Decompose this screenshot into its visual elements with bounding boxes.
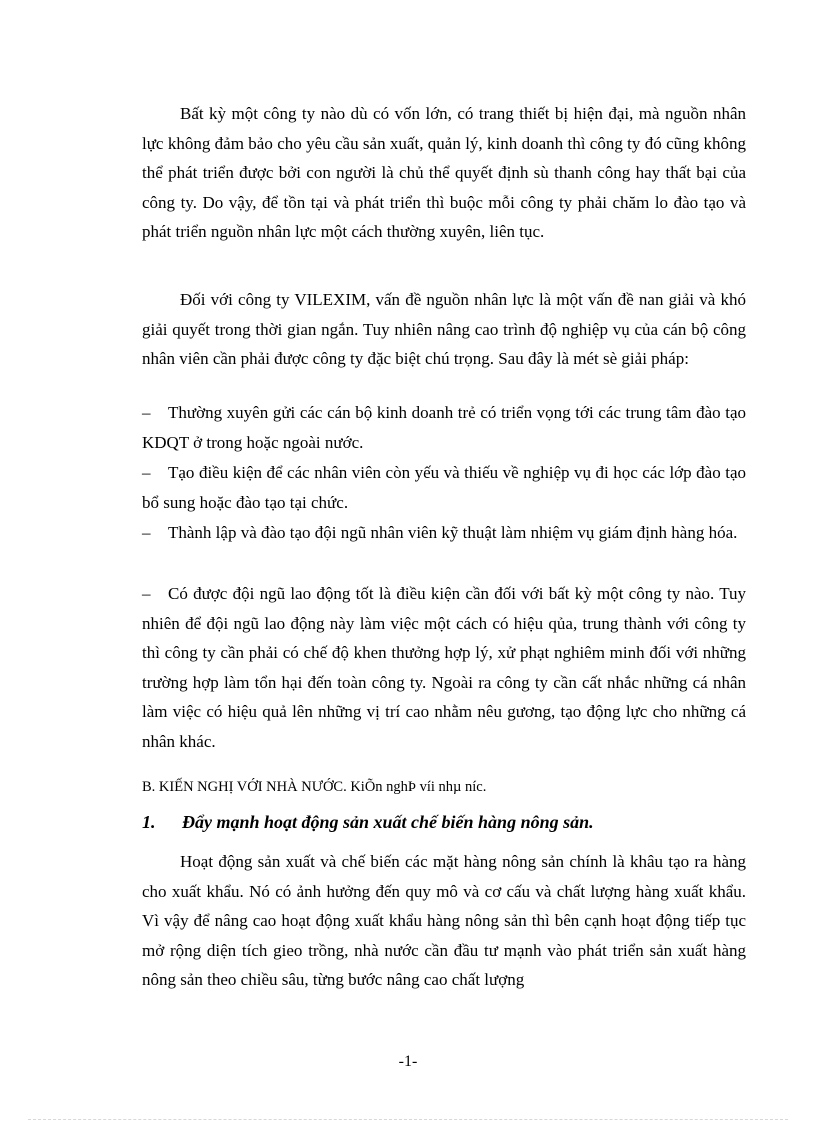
bullet-dash: – xyxy=(142,584,151,603)
paragraph-vilexim: Đối với công ty VILEXIM, vấn đề nguồn nhân lực là một vấn đề nan giải và khó giải quyết trong thời gian ngắn. Tuy nhiên nâng cao trình độ nghiệp vụ của cán bộ công nhân viên cần phải được công ty đặc biệt chú trọng. Sau đây là mét sè giải pháp: xyxy=(142,290,746,369)
section-1-number: 1. xyxy=(142,812,156,832)
page-number: -1- xyxy=(398,1053,418,1070)
section-b-heading: B. KIẾN NGHỊ VỚI NHÀ NƯỚC. KiÕn nghÞ víi nhµ níc. xyxy=(142,779,487,795)
bullet-text: Tạo điều kiện để các nhân viên còn yếu và thiếu về nghiệp vụ đi học các lớp đào tạo bổ sung hoặc đào tạo tại chức. xyxy=(142,463,746,512)
bullet-item-1 xyxy=(142,398,746,457)
bullet-text: Thường xuyên gửi các cán bộ kinh doanh trẻ có triển vọng tới các trung tâm đào tạo KDQT ở trong hoặc ngoài nước. xyxy=(142,403,746,452)
bullet-item-4 xyxy=(142,579,746,757)
bullet-dash: – xyxy=(142,403,151,422)
bullet-text: Có được đội ngũ lao động tốt là điều kiện cần đối với bất kỳ một công ty nào. Tuy nhiên để đội ngũ lao động này làm việc một cách có hiệu qủa, trung thành với công ty thì công ty cần phải có chế độ khen thưởng hợp lý, xử phạt nghiêm minh đối với những trường hợp làm tổn hại đến toàn công ty. Ngoài ra công ty cần cất nhắc những cá nhân làm việc có hiệu quả lên những vị trí cao nhằm nêu gương, tạo động lực cho những cá nhân khác. xyxy=(142,584,746,751)
section-1-heading xyxy=(142,812,746,833)
paragraph-human-resources: Bất kỳ một công ty nào dù có vốn lớn, có trang thiết bị hiện đại, mà nguồn nhân lực không đảm bảo cho yêu cầu sản xuất, quản lý, kinh doanh thì công ty đó cũng không thể phát triển được bởi con người là chủ thể quyết định sù thanh công hay thất bại của công ty. Do vậy, để tồn tại và phát triển thì buộc mỗi công ty phải chăm lo đào tạo và phát triển nguồn nhân lực một cách thường xuyên, liên tục. xyxy=(142,104,746,242)
bullet-item-2 xyxy=(142,458,746,517)
bullet-item-3 xyxy=(142,518,746,548)
bullet-dash: – xyxy=(142,463,151,482)
bullet-dash: – xyxy=(142,523,151,542)
bullet-text: Thành lập và đào tạo đội ngũ nhân viên kỹ thuật làm nhiệm vụ giám định hàng hóa. xyxy=(168,523,738,542)
section-1-title: Đẩy mạnh hoạt động sản xuất chế biến hàng nông sản. xyxy=(182,812,594,832)
page-bottom-divider xyxy=(28,1119,788,1120)
paragraph-production: Hoạt động sản xuất và chế biến các mặt hàng nông sản chính là khâu tạo ra hàng cho xuất khẩu. Nó có ảnh hưởng đến quy mô và cơ cấu và chất lượng hàng xuất khẩu. Vì vậy để nâng cao hoạt động xuất khẩu hàng nông sản thì bên cạnh hoạt động tiếp tục mở rộng diện tích gieo trồng, nhà nước cần đầu tư mạnh vào phát triển sản xuất hàng nông sản theo chiều sâu, từng bước nâng cao chất lượng xyxy=(142,852,746,990)
